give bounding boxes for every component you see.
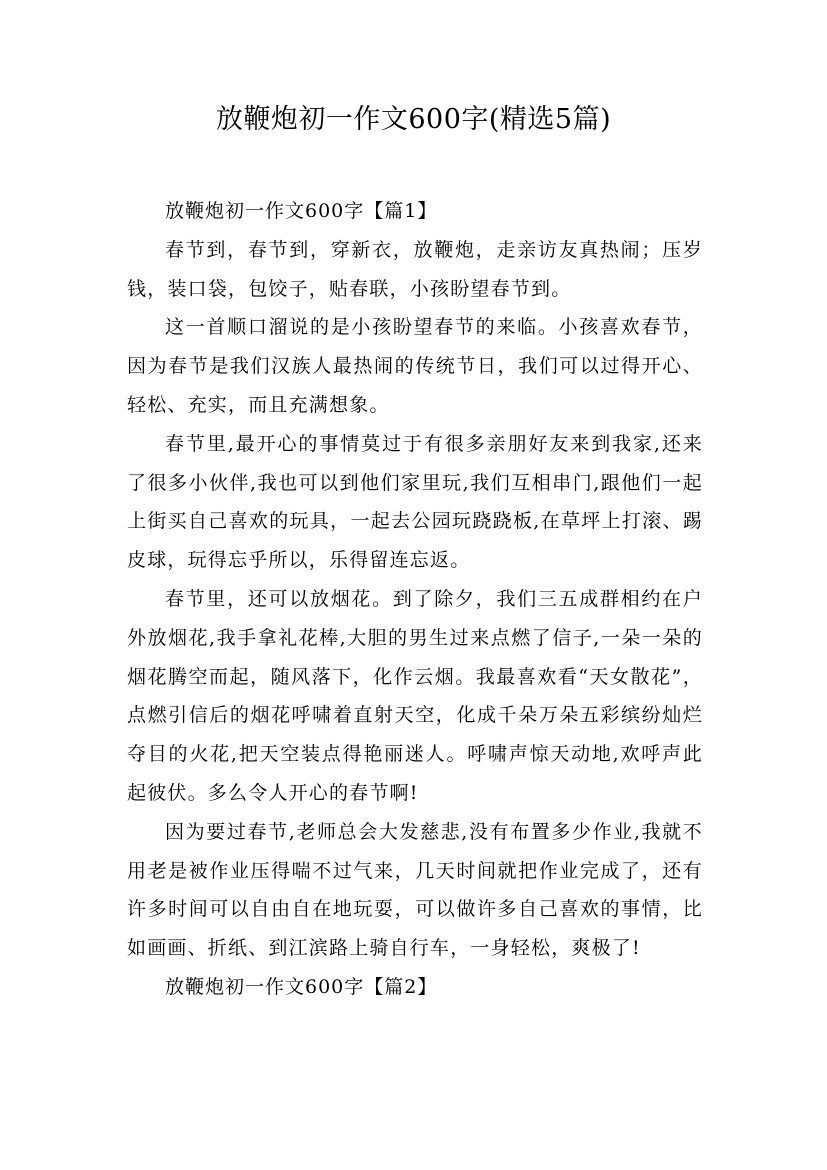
document-title: 放鞭炮初一作文600字(精选5篇) bbox=[215, 104, 612, 135]
document-body bbox=[127, 192, 703, 1007]
paragraph: 因为要过春节,老师总会大发慈悲,没有布置多少作业,我就不用老是被作业压得喘不过气来，几天时间就把作业完成了，还有许多时间可以自由自在地玩耍，可以做许多自己喜欢的事情，比如画画、折纸、到江滨路上骑自行车，一身轻松，爽极了! bbox=[127, 820, 703, 960]
section-heading: 放鞭炮初一作文600字【篇1】 bbox=[165, 200, 438, 222]
paragraph: 春节里,最开心的事情莫过于有很多亲朋好友来到我家,还来了很多小伙伴,我也可以到他们家里玩,我们互相串门,跟他们一起上街买自己喜欢的玩具，一起去公园玩跷跷板,在草坪上打滚、踢皮球，玩得忘乎所以，乐得留连忘返。 bbox=[127, 432, 703, 572]
section-heading: 放鞭炮初一作文600字【篇2】 bbox=[165, 975, 438, 998]
paragraph: 这一首顺口溜说的是小孩盼望春节的来临。小孩喜欢春节，因为春节是我们汉族人最热闹的传统节日，我们可以过得开心、轻松、充实，而且充满想象。 bbox=[127, 316, 703, 416]
paragraph: 春节里，还可以放烟花。到了除夕，我们三五成群相约在户外放烟花,我手拿礼花棒,大胆的男生过来点燃了信子,一朵一朵的烟花腾空而起，随风落下，化作云烟。我最喜欢看“天女散花”，点燃引信后的烟花呼啸着直射天空，化成千朵万朵五彩缤纷灿烂夺目的火花,把天空装点得艳丽迷人。呼啸声惊天动地,欢呼声此起彼伏。多么令人开心的春节啊! bbox=[127, 587, 703, 804]
paragraph: 春节到，春节到，穿新衣，放鞭炮，走亲访友真热闹；压岁钱，装口袋，包饺子，贴春联，小孩盼望春节到。 bbox=[127, 238, 703, 300]
